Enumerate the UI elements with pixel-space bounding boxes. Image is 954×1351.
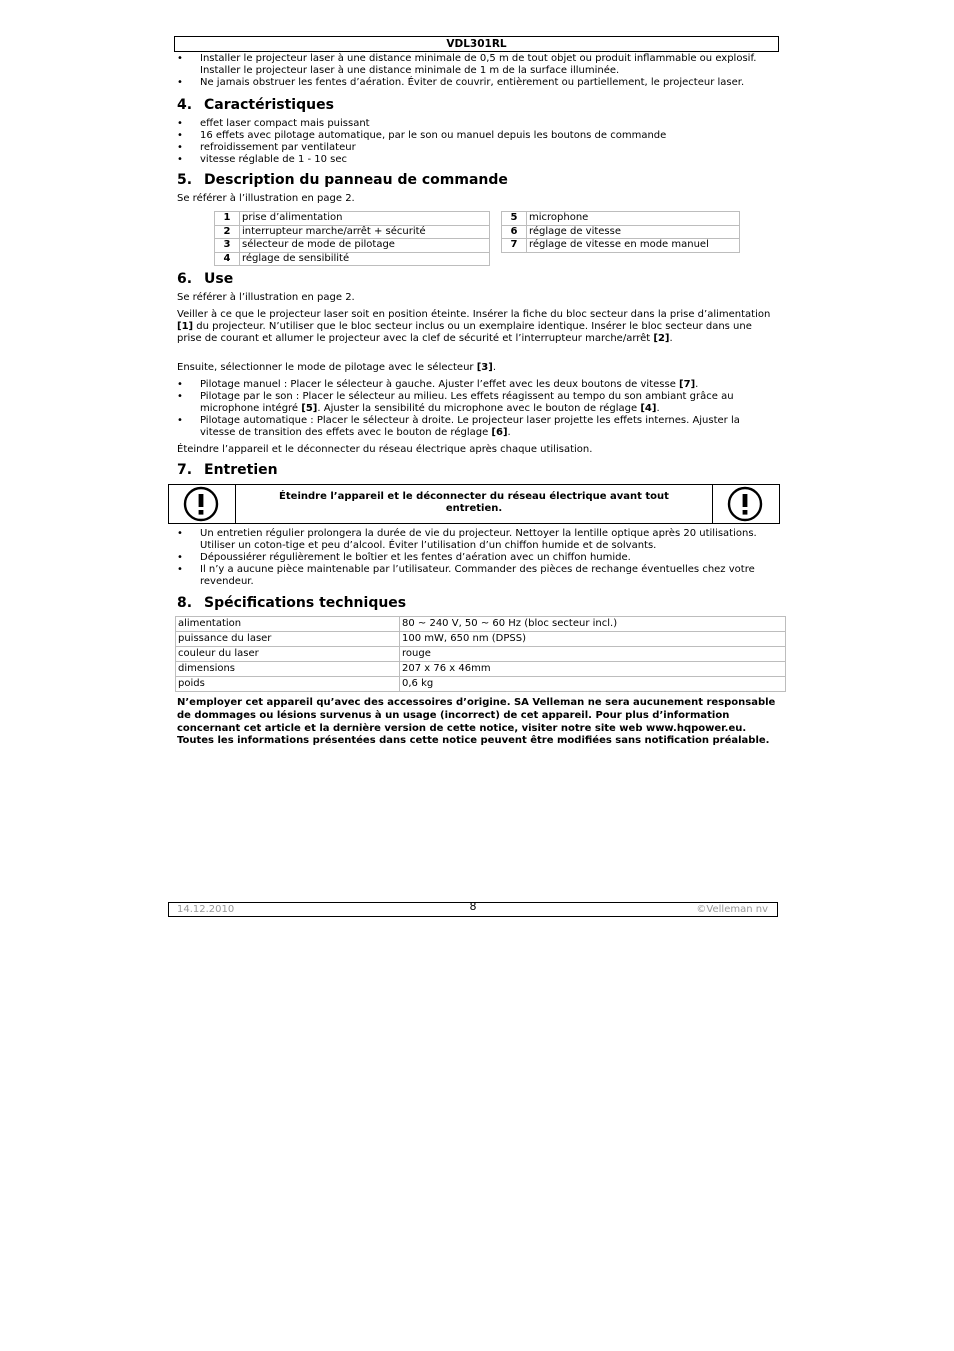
text-span: .	[669, 333, 673, 344]
text-span: .	[656, 403, 660, 414]
text-span: .	[507, 427, 511, 438]
reference-label: [7]	[679, 379, 696, 390]
section-title: Description du panneau de commande	[204, 172, 508, 188]
model-header: VDL301RL	[174, 36, 779, 52]
text-span: . Ajuster la sensibilité du microphone avec le bouton de réglage	[317, 403, 641, 414]
reference-label: [5]	[301, 403, 318, 414]
section-number: 7.	[177, 462, 193, 478]
section-6-paragraph-1	[177, 309, 772, 345]
list-item	[177, 415, 777, 439]
page-number: 8	[469, 900, 477, 913]
table-row	[176, 617, 786, 632]
spec-value: rouge	[400, 647, 786, 662]
text-span: Pilotage manuel : Placer le sélecteur à gauche. Ajuster l’effet avec les deux boutons de vitesse	[200, 379, 680, 390]
text-span: .	[492, 362, 496, 373]
spec-label: dimensions	[176, 662, 400, 677]
spec-value: 80 ~ 240 V, 50 ~ 60 Hz (bloc secteur incl.)	[400, 617, 786, 632]
legal-notice: N’employer cet appareil qu’avec des accessoires d’origine. SA Velleman ne sera aucunement responsable de dommages ou lésions survenus à un usage (incorrect) de cet appareil. Pour plus d’information concernant cet article et la dernière version de cette notice, visiter notre site web www.hqpower.eu. Toutes les informations présentées dans cette notice peuvent être modifiées sans notification préalable.	[177, 697, 776, 747]
text-span: Veiller à ce que le projecteur laser soit en position éteinte. Insérer la fiche du bloc secteur dans la prise d’alimentation	[177, 309, 771, 320]
list-item: • Installer le projecteur laser à une distance minimale de 0,5 m de tout objet ou produit inflammable ou explosif. Installer le projecteur laser à une distance minimale de 1 m de la surface illuminée.	[177, 53, 777, 77]
section-number: 4.	[177, 97, 193, 113]
list-item: • 16 effets avec pilotage automatique, par le son ou manuel depuis les boutons de commande	[177, 130, 777, 142]
section-6-paragraph-2	[177, 362, 777, 374]
item-label: interrupteur marche/arrêt + sécurité	[240, 225, 490, 239]
section-5-intro: Se référer à l’illustration en page 2.	[177, 193, 355, 204]
warning-line: Éteindre l’appareil et le déconnecter du réseau électrique avant tout	[279, 491, 669, 502]
maintenance-list	[177, 528, 777, 588]
item-number: 2	[215, 225, 240, 239]
section-8-heading	[177, 595, 406, 611]
text-span: Ensuite, sélectionner le mode de pilotage avec le sélecteur	[177, 362, 477, 373]
section-6-outro: Éteindre l’appareil et le déconnecter du réseau électrique après chaque utilisation.	[177, 444, 593, 455]
warning-icon-cell-right	[712, 485, 779, 523]
list-item: • Un entretien régulier prolongera la durée de vie du projecteur. Nettoyer la lentille optique après 20 utilisations. Utiliser un coton-tige et peu d’alcool. Éviter l’utilisation d’un chiffon humide et de solvants.	[177, 528, 777, 552]
list-item: • refroidissement par ventilateur	[177, 142, 777, 154]
control-panel-table-left	[214, 211, 490, 266]
section-number: 8.	[177, 595, 193, 611]
text-span: .	[695, 379, 699, 390]
table-row	[215, 252, 490, 266]
table-row	[176, 677, 786, 692]
spec-value: 0,6 kg	[400, 677, 786, 692]
item-number: 4	[215, 252, 240, 266]
table-row	[176, 662, 786, 677]
section-title: Entretien	[204, 462, 278, 478]
item-number: 6	[502, 225, 527, 239]
spec-value: 207 x 76 x 46mm	[400, 662, 786, 677]
section-title: Use	[204, 271, 234, 287]
table-row	[502, 239, 740, 253]
list-item	[177, 379, 777, 391]
section-6-heading	[177, 271, 233, 287]
spec-label: alimentation	[176, 617, 400, 632]
table-row	[215, 212, 490, 226]
list-item: • Il n’y a aucune pièce maintenable par l’utilisateur. Commander des pièces de rechange éventuelles chez votre revendeur.	[177, 564, 777, 588]
reference-label: [2]	[653, 333, 670, 344]
section-5-heading	[177, 172, 508, 188]
list-item	[177, 391, 777, 415]
warning-line: entretien.	[445, 503, 503, 514]
specifications-table	[175, 616, 786, 692]
safety-list	[177, 53, 777, 89]
reference-label: [4]	[640, 403, 657, 414]
spec-label: puissance du laser	[176, 632, 400, 647]
text-span: Pilotage automatique : Placer le sélecteur à droite. Le projecteur laser projette les effets internes. Ajuster la vitesse de transition des effets avec le bouton de réglage	[200, 415, 740, 438]
item-number: 5	[502, 212, 527, 226]
table-row	[215, 239, 490, 253]
warning-icon	[183, 486, 219, 522]
footer-copyright: ©Velleman nv	[696, 904, 768, 915]
table-row	[176, 632, 786, 647]
item-number: 1	[215, 212, 240, 226]
spec-value: 100 mW, 650 nm (DPSS)	[400, 632, 786, 647]
section-number: 6.	[177, 271, 193, 287]
table-row	[502, 225, 740, 239]
list-item: • vitesse réglable de 1 - 10 sec	[177, 154, 777, 166]
warning-box	[168, 484, 780, 524]
item-label: réglage de vitesse en mode manuel	[527, 239, 740, 253]
list-item: • Dépoussiérer régulièrement le boîtier et les fentes d’aération avec un chiffon humide.	[177, 552, 777, 564]
warning-icon-cell-left	[169, 485, 236, 523]
features-list	[177, 118, 777, 166]
warning-text	[235, 491, 713, 515]
section-4-heading	[177, 97, 334, 113]
reference-label: [3]	[476, 362, 493, 373]
item-label: microphone	[527, 212, 740, 226]
warning-icon	[727, 486, 763, 522]
spec-label: poids	[176, 677, 400, 692]
list-item: • effet laser compact mais puissant	[177, 118, 777, 130]
section-title: Caractéristiques	[204, 97, 334, 113]
table-row	[215, 225, 490, 239]
item-label: sélecteur de mode de pilotage	[240, 239, 490, 253]
table-row	[176, 647, 786, 662]
item-label: réglage de vitesse	[527, 225, 740, 239]
control-modes-list	[177, 379, 777, 439]
item-label: réglage de sensibilité	[240, 252, 490, 266]
section-title: Spécifications techniques	[204, 595, 407, 611]
text-span: Pilotage par le son : Placer le sélecteur au milieu. Les effets réagissent au tempo du son ambiant grâce au microphone intégré	[200, 391, 734, 414]
item-label: prise d’alimentation	[240, 212, 490, 226]
section-number: 5.	[177, 172, 193, 188]
section-7-heading	[177, 462, 278, 478]
control-panel-table-right	[501, 211, 740, 253]
footer-date: 14.12.2010	[177, 904, 235, 915]
item-number: 7	[502, 239, 527, 253]
section-6-intro: Se référer à l’illustration en page 2.	[177, 292, 355, 303]
reference-label: [6]	[491, 427, 508, 438]
page-footer	[168, 902, 778, 917]
item-number: 3	[215, 239, 240, 253]
reference-label: [1]	[177, 321, 194, 332]
table-row	[502, 212, 740, 226]
spec-label: couleur du laser	[176, 647, 400, 662]
text-span: du projecteur. N’utiliser que le bloc secteur inclus ou un exemplaire identique. Insérer le bloc secteur dans une prise de courant et allumer le projecteur avec la clef de sécurité et l’interrupteur marche/arrêt	[177, 321, 752, 344]
list-item: • Ne jamais obstruer les fentes d’aération. Éviter de couvrir, entièrement ou partiellement, le projecteur laser.	[177, 77, 777, 89]
